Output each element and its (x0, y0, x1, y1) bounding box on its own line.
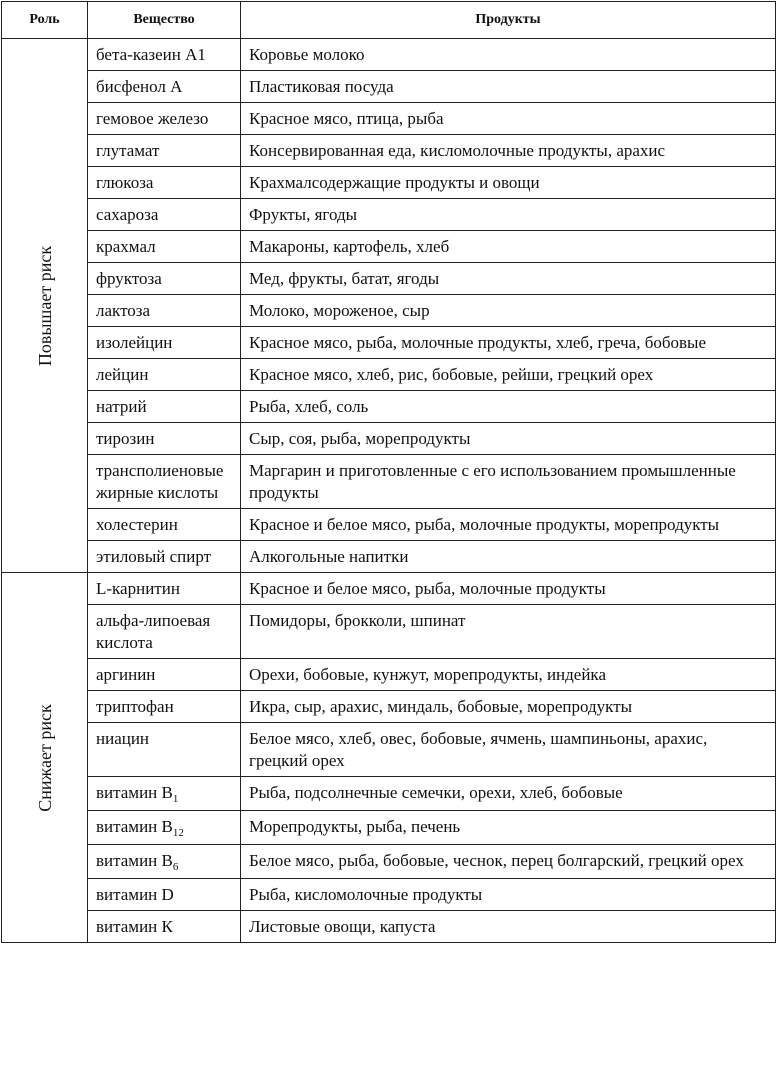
header-role: Роль (2, 2, 88, 39)
role-cell (2, 39, 88, 573)
role-label: Снижает риск (34, 703, 55, 812)
substance-cell (88, 845, 241, 879)
substance-name: витамин B (96, 851, 173, 870)
substance-cell (88, 71, 241, 103)
substance-subscript: 1 (172, 793, 179, 805)
products-cell: Сыр, соя, рыба, морепродукты (241, 423, 776, 455)
table-row (2, 71, 776, 103)
substance-name: сахароза (96, 205, 159, 224)
table-row (2, 777, 776, 811)
substance-cell (88, 811, 241, 845)
substance-cell (88, 455, 241, 509)
products-cell: Коровье молоко (241, 39, 776, 71)
table-row (2, 295, 776, 327)
products-cell: Маргарин и приготовленные с его использованием промышленные продукты (241, 455, 776, 509)
substance-cell (88, 263, 241, 295)
table-row (2, 391, 776, 423)
substance-name: этиловый спирт (96, 547, 212, 566)
substance-name: лактоза (96, 301, 151, 320)
substance-name: альфа-липоевая кислота (96, 611, 211, 652)
products-cell: Белое мясо, хлеб, овес, бобовые, ячмень, шампиньоны, арахис, грецкий орех (241, 723, 776, 777)
table-row (2, 199, 776, 231)
products-cell: Листовые овощи, капуста (241, 911, 776, 943)
substance-cell (88, 777, 241, 811)
substance-cell (88, 391, 241, 423)
substance-name: тирозин (96, 429, 155, 448)
substance-name: витамин B (96, 817, 173, 836)
substance-name: глюкоза (96, 173, 154, 192)
substance-cell (88, 659, 241, 691)
substance-name: витамин К (96, 917, 173, 936)
products-cell: Морепродукты, рыба, печень (241, 811, 776, 845)
table-row (2, 845, 776, 879)
products-cell: Красное и белое мясо, рыба, молочные продукты (241, 573, 776, 605)
table-row (2, 911, 776, 943)
table-row (2, 263, 776, 295)
substance-cell (88, 541, 241, 573)
substance-cell (88, 103, 241, 135)
substance-cell (88, 231, 241, 263)
table-row (2, 39, 776, 71)
role-cell (2, 573, 88, 943)
substance-cell (88, 39, 241, 71)
substance-name: фруктоза (96, 269, 162, 288)
products-cell: Красное мясо, птица, рыба (241, 103, 776, 135)
products-cell: Консервированная еда, кисломолочные продукты, арахис (241, 135, 776, 167)
products-cell: Рыба, подсолнечные семечки, орехи, хлеб, бобовые (241, 777, 776, 811)
substance-name: глутамат (96, 141, 160, 160)
substance-name: гемовое железо (96, 109, 209, 128)
table-row (2, 135, 776, 167)
substance-cell (88, 723, 241, 777)
table-row (2, 509, 776, 541)
risk-table (1, 1, 776, 943)
substance-cell (88, 423, 241, 455)
products-cell: Орехи, бобовые, кунжут, морепродукты, индейка (241, 659, 776, 691)
substance-cell (88, 167, 241, 199)
table-row (2, 605, 776, 659)
substance-cell (88, 879, 241, 911)
substance-name: лейцин (96, 365, 149, 384)
products-cell: Помидоры, брокколи, шпинат (241, 605, 776, 659)
table-row (2, 423, 776, 455)
substance-name: L-карнитин (96, 579, 180, 598)
table-row (2, 879, 776, 911)
substance-cell (88, 691, 241, 723)
header-row (2, 2, 776, 39)
substance-name: натрий (96, 397, 147, 416)
substance-cell (88, 911, 241, 943)
table-row (2, 103, 776, 135)
table-row (2, 231, 776, 263)
products-cell: Икра, сыр, арахис, миндаль, бобовые, морепродукты (241, 691, 776, 723)
header-products: Продукты (241, 2, 776, 39)
products-cell: Фрукты, ягоды (241, 199, 776, 231)
products-cell: Белое мясо, рыба, бобовые, чеснок, перец болгарский, грецкий орех (241, 845, 776, 879)
substance-cell (88, 199, 241, 231)
table-row (2, 327, 776, 359)
products-cell: Красное и белое мясо, рыба, молочные продукты, морепродукты (241, 509, 776, 541)
table-row (2, 573, 776, 605)
substance-cell (88, 359, 241, 391)
products-cell: Крахмалсодержащие продукты и овощи (241, 167, 776, 199)
substance-name: ниацин (96, 729, 150, 748)
products-cell: Красное мясо, хлеб, рис, бобовые, рейши, грецкий орех (241, 359, 776, 391)
table-body (2, 39, 776, 943)
products-cell: Молоко, мороженое, сыр (241, 295, 776, 327)
header-substance: Вещество (88, 2, 241, 39)
products-cell: Пластиковая посуда (241, 71, 776, 103)
products-cell: Красное мясо, рыба, молочные продукты, хлеб, греча, бобовые (241, 327, 776, 359)
products-cell: Рыба, хлеб, соль (241, 391, 776, 423)
substance-cell (88, 327, 241, 359)
substance-cell (88, 605, 241, 659)
substance-cell (88, 573, 241, 605)
products-cell: Алкогольные напитки (241, 541, 776, 573)
table-row (2, 811, 776, 845)
substance-name: триптофан (96, 697, 174, 716)
substance-name: бета-казеин A1 (96, 45, 206, 64)
substance-name: трансполиеновые жирные кислоты (96, 461, 224, 502)
substance-name: витамин D (96, 885, 174, 904)
table-row (2, 541, 776, 573)
substance-name: витамин B (96, 783, 173, 802)
substance-name: крахмал (96, 237, 156, 256)
products-cell: Рыба, кисломолочные продукты (241, 879, 776, 911)
substance-cell (88, 295, 241, 327)
substance-name: изолейцин (96, 333, 173, 352)
substance-cell (88, 509, 241, 541)
substance-subscript: 6 (172, 861, 179, 873)
substance-subscript: 12 (172, 827, 184, 839)
substance-name: холестерин (96, 515, 178, 534)
products-cell: Мед, фрукты, батат, ягоды (241, 263, 776, 295)
table-row (2, 167, 776, 199)
substance-name: аргинин (96, 665, 156, 684)
substance-cell (88, 135, 241, 167)
table-row (2, 659, 776, 691)
role-label: Повышает риск (34, 245, 55, 366)
table-row (2, 723, 776, 777)
table-row (2, 359, 776, 391)
products-cell: Макароны, картофель, хлеб (241, 231, 776, 263)
table-row (2, 691, 776, 723)
substance-name: бисфенол A (96, 77, 183, 96)
table-row (2, 455, 776, 509)
